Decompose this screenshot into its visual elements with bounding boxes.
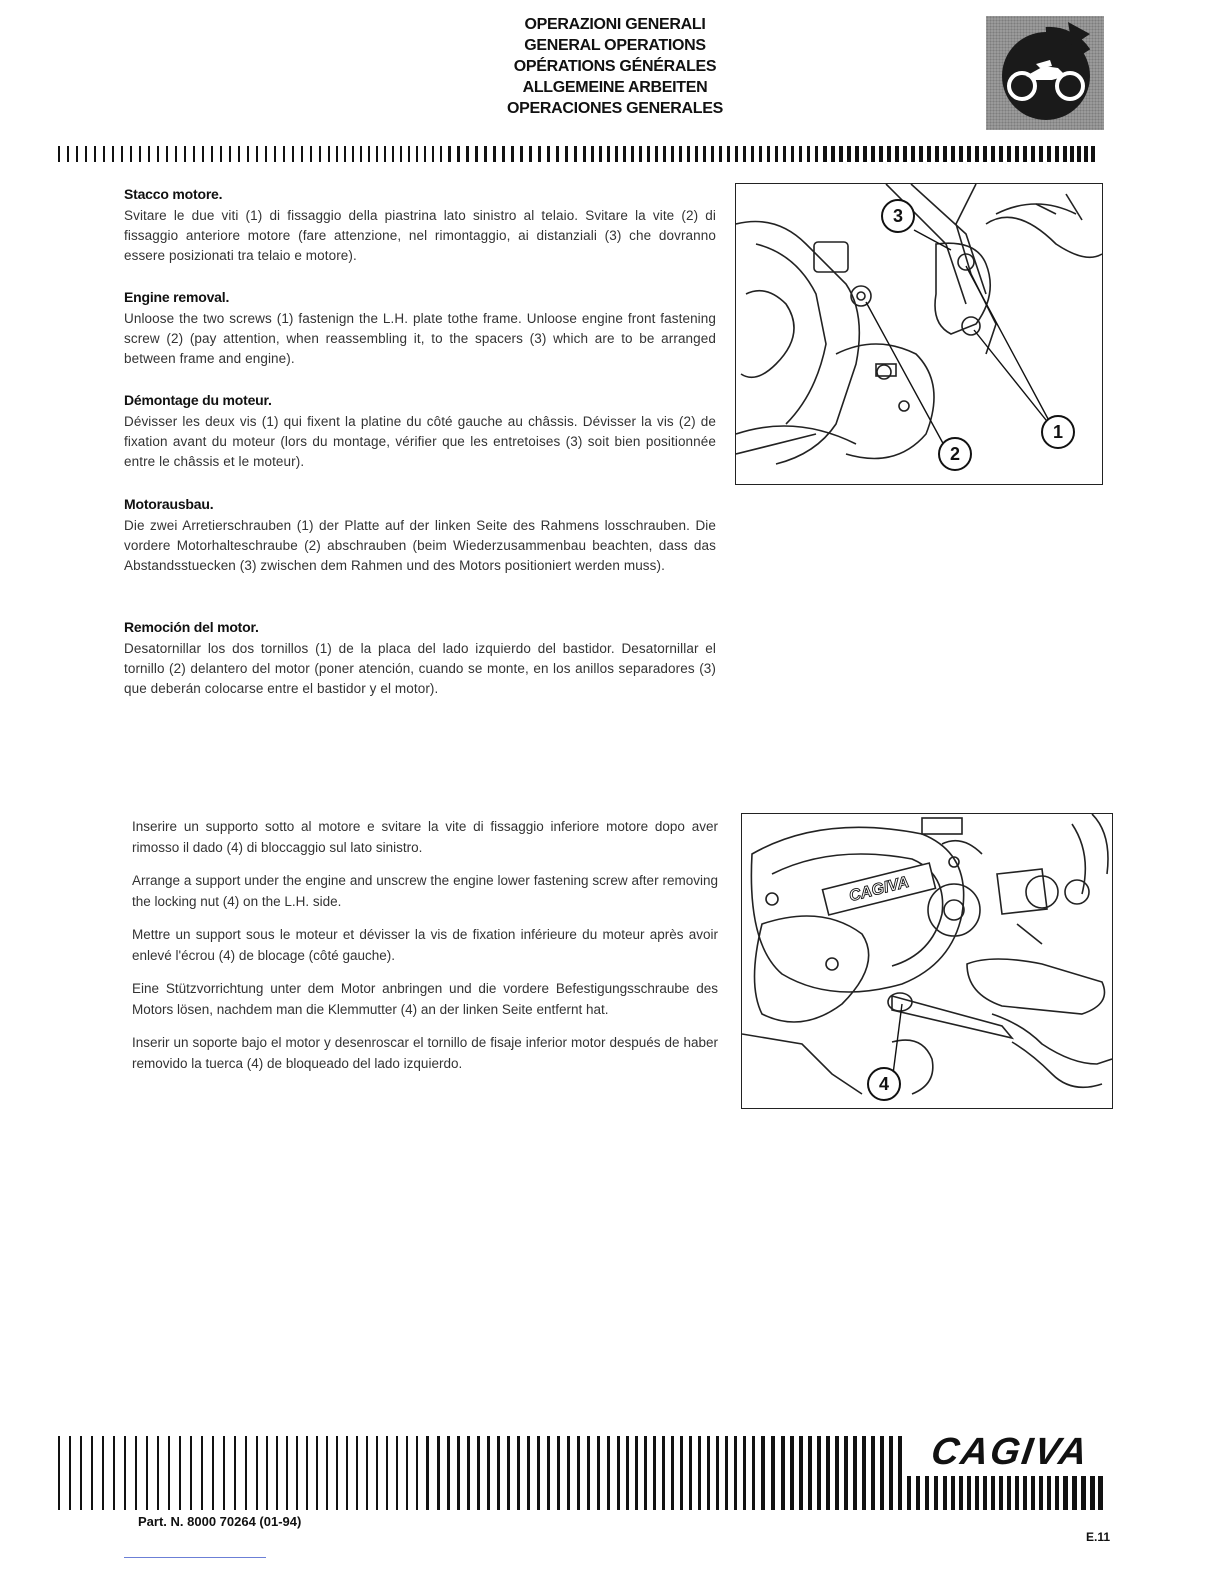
paragraph-italian: Inserire un supporto sotto al motore e svitare la vite di fissaggio inferiore motore dopo aver rimosso il dado (4) di bloccaggio sul lato sinistro. — [132, 819, 718, 855]
motorcycle-rotate-icon — [986, 16, 1104, 130]
callout-1 — [1042, 416, 1074, 448]
engine-front-mount-figure — [735, 183, 1103, 485]
cagiva-logo: CAGIVA — [928, 1431, 1092, 1473]
section-german — [124, 496, 716, 576]
section-heading: Stacco motore. — [124, 186, 223, 202]
svg-text:3: 3 — [892, 206, 904, 226]
paragraph-spanish: Inserir un soporte bajo el motor y desenroscar el tornillo de fisaje inferior motor después de haber removido la tuerca (4) de bloqueado del lado izquierdo. — [132, 1035, 718, 1071]
section-text: Unloose the two screws (1) fastenign the L.H. plate tothe frame. Unloose engine front fastening screw (2) (pay attention, when reassembling it, to the spacers (3) which are to be arranged between frame and engine). — [124, 311, 716, 366]
paragraph-english: Arrange a support under the engine and unscrew the engine lower fastening screw after removing the locking nut (4) on the L.H. side. — [132, 873, 718, 909]
title-german: ALLGEMEINE ARBEITEN — [522, 79, 708, 96]
section-text: Dévisser les deux vis (1) qui fixent la platine du côté gauche au châssis. Dévisser la vis (2) de fixation avant du moteur (lors du montage, vérifier que les entretoises (3) soit bien positionnée entre le châssis et le moteur). — [124, 414, 716, 469]
title-french: OPÉRATIONS GÉNÉRALES — [513, 58, 717, 75]
section-english — [124, 289, 716, 369]
callout-4 — [868, 1068, 900, 1100]
section-italian — [124, 186, 716, 266]
engine-lower-mount-figure — [741, 813, 1113, 1109]
lower-mount-instructions — [132, 816, 718, 1086]
title-italian: OPERAZIONI GENERALI — [524, 16, 706, 33]
section-spanish — [124, 619, 716, 699]
callout-2 — [939, 438, 971, 470]
section-text: Svitare le due viti (1) di fissaggio della piastrina lato sinistro al telaio. Svitare la vite (2) di fissaggio anteriore motore (fare attenzione, nel rimontaggio, ai distanziali (3) che dovranno essere posizionati tra telaio e motore). — [124, 208, 716, 263]
section-text: Desatornillar los dos tornillos (1) de la placa del lado izquierdo del bastidor. Desatornillar el tornillo (2) delantero del motor (poner atención, cuando se monte, en los anillos separadores (3) que deberán colocarse entre el bastidor y el motor). — [124, 641, 716, 696]
svg-text:CAGIVA: CAGIVA — [847, 873, 911, 906]
title-spanish: OPERACIONES GENERALES — [507, 100, 723, 117]
svg-text:4: 4 — [878, 1074, 890, 1094]
section-text: Die zwei Arretierschrauben (1) der Platte auf der linken Seite des Rahmens losschrauben. Die vordere Motorhalteschraube (2) abschrauben (beim Wiederzusammenbau beachten, dass das Abstandsstuecken (3) zwischen dem Rahmen und des Motors positioniert werden muss). — [124, 518, 716, 573]
page-header-titles — [430, 14, 800, 119]
page-number: E.11 — [1086, 1530, 1111, 1544]
part-number: Part. N. 8000 70264 (01-94) — [138, 1514, 302, 1529]
section-heading: Remoción del motor. — [124, 619, 259, 635]
paragraph-german: Eine Stützvorrichtung unter dem Motor anbringen und die vordere Befestigungsschraube des Motors lösen, nachdem man die Klemmutter (4) an der linken Seite entfernt hat. — [132, 981, 718, 1017]
callout-3 — [882, 200, 914, 232]
paragraph-french: Mettre un support sous le moteur et dévisser la vis de fixation inférieure du moteur après avoir enlevé l'écrou (4) de blocage (côté gauche). — [132, 927, 718, 963]
title-english: GENERAL OPERATIONS — [524, 37, 706, 54]
section-heading: Motorausbau. — [124, 496, 214, 512]
decorative-barcode-top — [58, 146, 1104, 162]
section-heading: Démontage du moteur. — [124, 392, 272, 408]
svg-text:1: 1 — [1052, 422, 1064, 442]
cagiva-badge — [822, 863, 935, 915]
section-heading: Engine removal. — [124, 289, 230, 305]
footer-divider — [124, 1557, 266, 1558]
svg-text:2: 2 — [949, 444, 961, 464]
section-french — [124, 392, 716, 472]
